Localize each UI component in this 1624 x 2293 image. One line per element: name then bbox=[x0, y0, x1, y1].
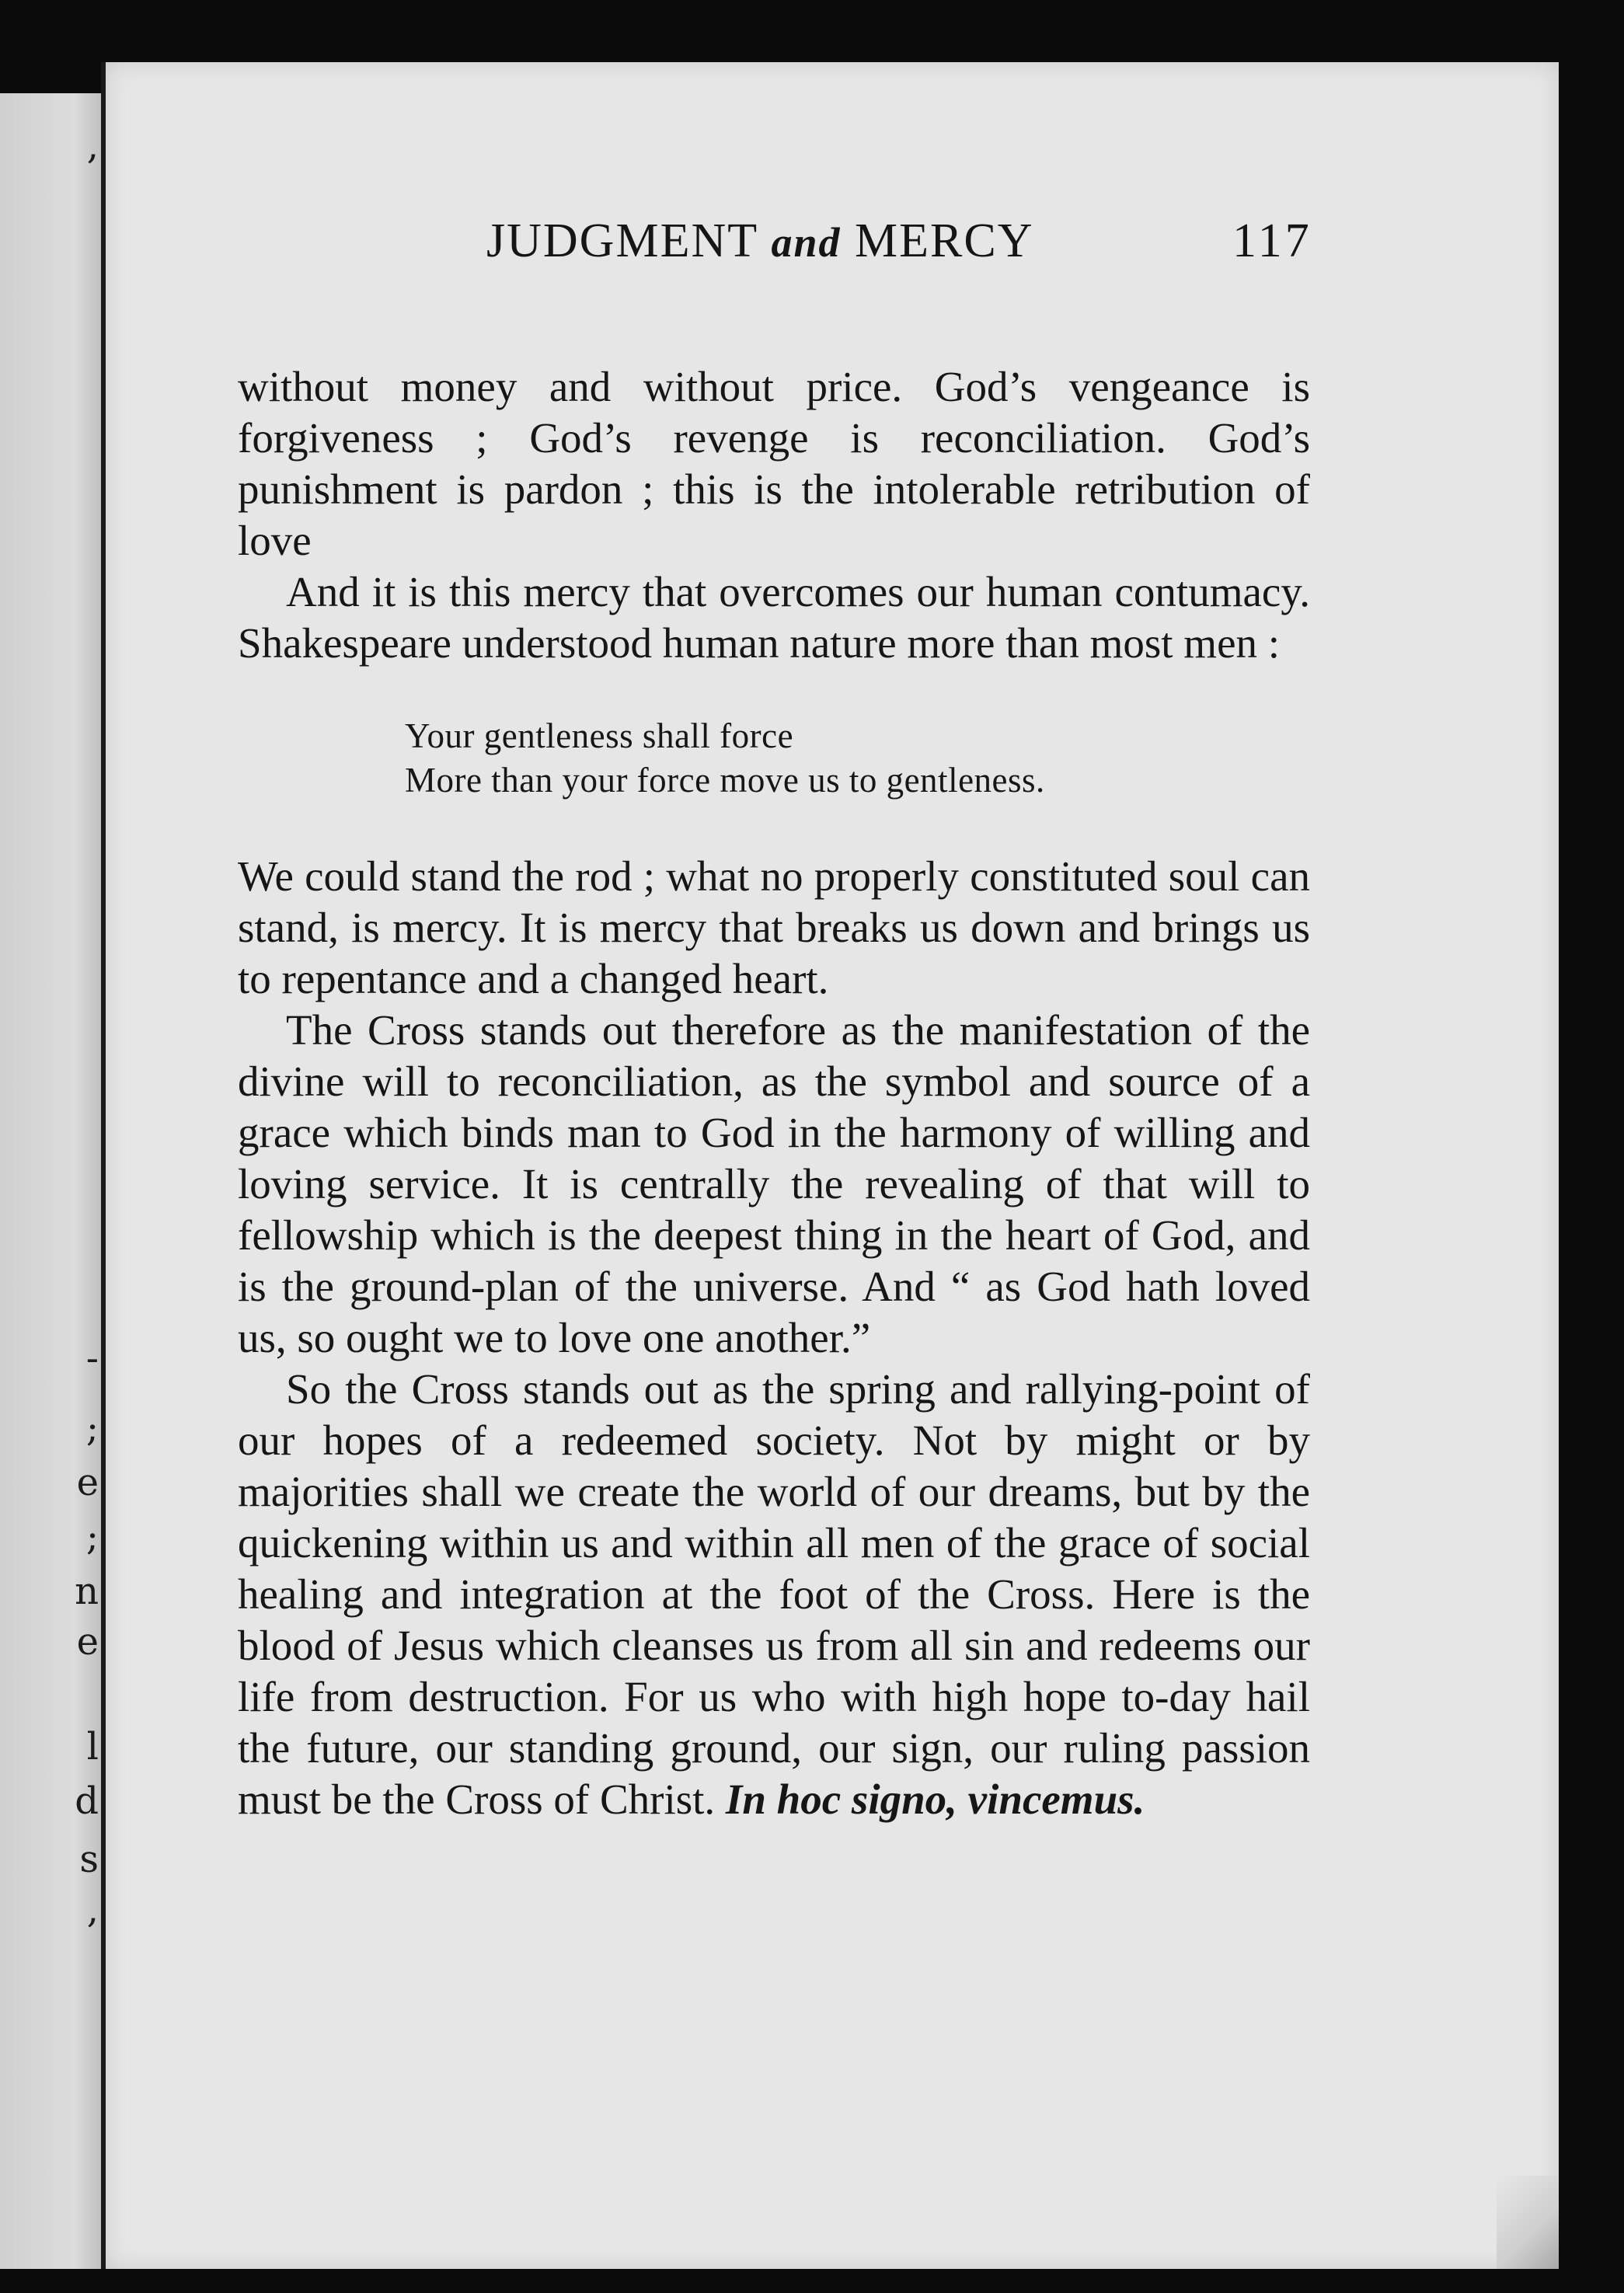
facing-page-fragment: d bbox=[75, 1779, 99, 1823]
page-number: 117 bbox=[1232, 214, 1312, 267]
facing-page-fragment: ; bbox=[85, 1515, 99, 1559]
paragraph: We could stand the rod ; what no properly constituted soul can stand, is mercy. It is mercy that breaks us down and brings us to repentance and a changed heart. bbox=[238, 852, 1310, 1002]
paragraph: without money and without price. God’s vengeance is forgiveness ; God’s revenge is reconciliation. God’s punishment is pardon ; this is the intolerable retribution of love bbox=[238, 363, 1310, 564]
book-page bbox=[101, 62, 1559, 2269]
verse-quotation bbox=[405, 714, 1310, 803]
title-judgment: JUDGMENT bbox=[486, 214, 758, 267]
facing-page-fragment: - bbox=[85, 1336, 99, 1380]
title-mercy: MERCY bbox=[855, 214, 1034, 267]
facing-page-edge bbox=[0, 93, 110, 2269]
facing-page-fragment: s bbox=[79, 1838, 99, 1881]
page-corner bbox=[1497, 2176, 1559, 2269]
verse-line: Your gentleness shall force bbox=[405, 716, 794, 755]
paragraph: And it is this mercy that overcomes our human contumacy. Shakespeare understood human nature more than most men : bbox=[238, 568, 1310, 667]
paragraph: The Cross stands out therefore as the manifestation of the divine will to reconciliation, as the symbol and source of a grace which binds man to God in the harmony of willing and loving service. It is centrally the revealing of that will to fellowship which is the deepest thing in the heart of God, and is the ground-plan of the universe. And “ as God hath loved us, so ought we to love one another.” bbox=[238, 1006, 1310, 1361]
facing-page-fragment: l bbox=[86, 1725, 99, 1769]
facing-page-fragment: , bbox=[86, 124, 99, 168]
running-title bbox=[486, 214, 1034, 269]
title-and: and bbox=[771, 219, 842, 266]
facing-page-fragment: , bbox=[86, 1888, 99, 1932]
facing-page-fragment: n bbox=[75, 1570, 99, 1613]
paragraph-text: So the Cross stands out as the spring and rallying-point of our hopes of a redeemed society. Not by might or by majorities shall we create the world of our dreams, but by the quickening within us and within all men of the grace of social healing and integration at the foot of the Cross. Here is the blood of Jesus which cleanses us from all sin and redeems our life from destruction. For us who with high hope to-day hail the future, our standing ground, our sign, our ruling passion must be the Cross of Christ. bbox=[238, 1365, 1310, 1823]
paragraph bbox=[238, 1364, 1310, 1825]
latin-motto: In hoc signo, vincemus. bbox=[725, 1776, 1145, 1823]
verse-line: More than your force move us to gentleness. bbox=[405, 761, 1045, 800]
facing-page-fragment: e bbox=[76, 1461, 99, 1504]
body-text bbox=[238, 361, 1310, 1825]
facing-page-fragment: e bbox=[76, 1620, 99, 1664]
facing-page-fragment: ; bbox=[85, 1406, 99, 1450]
